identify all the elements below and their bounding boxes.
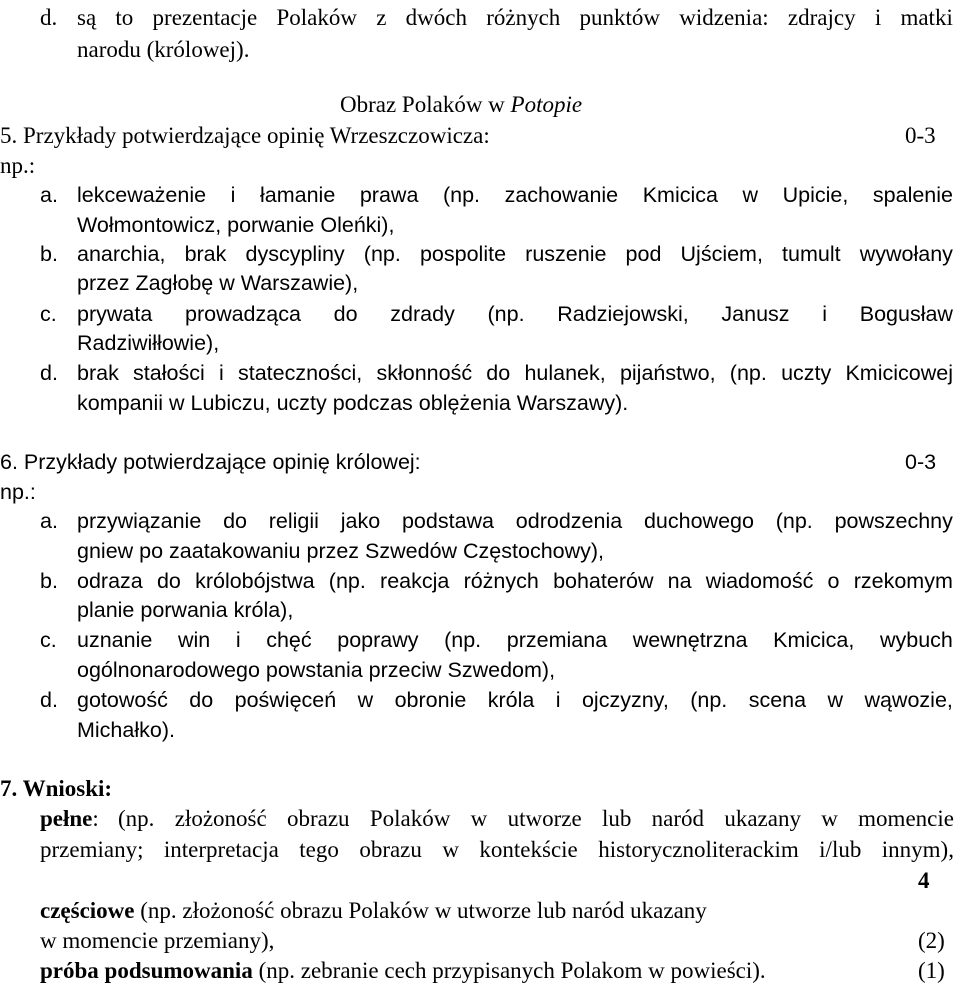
partial-line-1 (40, 896, 707, 925)
word: Bogusław (859, 302, 953, 326)
word: do (333, 302, 358, 326)
word: duchowego (643, 509, 754, 533)
word: stałości (133, 361, 205, 385)
word: matki (900, 5, 953, 30)
word: uznanie (77, 628, 153, 652)
word: Kmicica (642, 183, 718, 207)
word: (np. (775, 509, 813, 533)
word: dyscypliny (245, 242, 345, 266)
word: przywiązanie (77, 509, 202, 533)
word: zdrajcy (787, 5, 856, 30)
justified-line (77, 686, 953, 715)
word: Upicie, (782, 183, 849, 207)
word: różnych (486, 5, 561, 30)
text-line: kompanii w Lubiczu, uczty podczas oblężenia Warszawy). (77, 391, 629, 415)
word: lub (601, 806, 632, 831)
word: do (189, 688, 214, 712)
word: reakcja (380, 569, 450, 593)
word: prowadząca (185, 302, 301, 326)
word: prezentacje (152, 5, 258, 30)
word: Janusz (721, 302, 790, 326)
section-6-score: 0-3 (905, 450, 937, 474)
partial-text: (np. złożoność obrazu Polaków w utworze lub naród ukazany (134, 898, 707, 923)
item-marker: b. (40, 569, 58, 593)
partial-score: (2) (918, 928, 945, 953)
attempt-score: (1) (918, 958, 945, 983)
word: i (218, 361, 224, 385)
word: lekceważenie (77, 183, 207, 207)
word: w (470, 806, 488, 831)
word: uczty (781, 361, 832, 385)
word: obrazu (359, 837, 422, 862)
justified-line (77, 240, 953, 269)
full-label: pełne (40, 806, 93, 831)
item-marker: b. (40, 242, 58, 266)
justified-line (40, 835, 954, 864)
word: przemiany; (40, 837, 144, 862)
word: brak (184, 242, 227, 266)
word: i (235, 628, 241, 652)
section-title-italic: Potopie (510, 92, 583, 117)
word: Ujściem, (680, 242, 763, 266)
word: momencie (858, 806, 954, 831)
word: (np. (363, 242, 401, 266)
word: o (827, 569, 840, 593)
section-title-prefix: Obraz Polaków w (340, 92, 511, 117)
word: prywata (77, 302, 153, 326)
attempt-text: (np. zebranie cech przypisanych Polakom w powieści). (252, 958, 766, 983)
word: Polaków (369, 806, 451, 831)
item-marker: c. (40, 302, 57, 326)
word: rzekomym (853, 569, 953, 593)
word: skłonność (376, 361, 473, 385)
word: Polaków (276, 5, 357, 30)
word: do (486, 361, 511, 385)
word: stateczności, (237, 361, 363, 385)
section-5-heading: 5. Przykłady potwierdzające opinię Wrzeszczowicza: (0, 123, 490, 148)
text-line: Radziwiłłowie), (77, 331, 220, 355)
word: hulanek, (524, 361, 606, 385)
word: religii (268, 509, 319, 533)
word: są (77, 5, 97, 30)
section-5-np: np.: (0, 153, 36, 178)
word: złożoność (174, 806, 267, 831)
word: do (223, 509, 247, 533)
word: różnych (463, 569, 539, 593)
section-7-heading: 7. Wnioski: (0, 776, 113, 801)
word: prawa (359, 183, 419, 207)
text-line: przez Zagłobę w Warszawie), (77, 271, 359, 295)
word: punktów (579, 5, 661, 30)
word: łamanie (259, 183, 336, 207)
full-colon: : (92, 806, 99, 831)
word: wiadomość (705, 569, 814, 593)
word: interpretacja (163, 837, 279, 862)
word: odrodzenia (515, 509, 623, 533)
text-line: narodu (królowej). (77, 37, 250, 62)
justified-line (77, 359, 953, 388)
word: kontekście (479, 837, 578, 862)
word: z (376, 5, 387, 30)
word: ukazany (724, 806, 801, 831)
word: (np. (442, 183, 481, 207)
word: (np. (729, 361, 767, 385)
word: naród (651, 806, 705, 831)
item-marker: d. (40, 361, 58, 385)
word: obrazu (286, 806, 350, 831)
word: i/lub (819, 837, 862, 862)
word: i (874, 5, 882, 30)
word: Radziejowski, (557, 302, 689, 326)
text-line: ogólnonarodowego powstania przeciw Szwedom), (77, 658, 556, 682)
word: historycznoliterackim (598, 837, 799, 862)
word: króla (487, 688, 535, 712)
full-label-wrap (40, 804, 99, 833)
word: w (742, 183, 759, 207)
word: (np. (328, 569, 366, 593)
justified-line (77, 3, 953, 32)
word: podstawa (401, 509, 495, 533)
word: win (177, 628, 211, 652)
word: (np. (444, 628, 482, 652)
word: w (821, 806, 838, 831)
word: wywołany (859, 242, 953, 266)
text-line: Wołmontowicz, porwanie Oleńki), (77, 213, 395, 237)
word: (np. (487, 302, 525, 326)
word: i (822, 302, 828, 326)
word: utworze (507, 806, 582, 831)
item-marker: a. (40, 183, 58, 207)
word: spalenie (872, 183, 953, 207)
word: anarchia, (77, 242, 166, 266)
section-6-np: np.: (0, 480, 36, 504)
word: wewnętrzna (632, 628, 748, 652)
word: ojczyzny, (581, 688, 669, 712)
word: bohaterów (553, 569, 654, 593)
attempt-line (40, 956, 766, 985)
justified-line (77, 181, 953, 210)
partial-label: częściowe (40, 898, 135, 923)
justified-line (77, 567, 953, 596)
word: i (555, 688, 561, 712)
word: tumult (782, 242, 841, 266)
word: obronie (394, 688, 467, 712)
word: brak (77, 361, 119, 385)
word: królobójstwa (195, 569, 315, 593)
word: wąwozie, (864, 688, 953, 712)
item-marker: a. (40, 509, 58, 533)
word: widzenia: (679, 5, 769, 30)
text-line: planie porwania króla), (77, 598, 294, 622)
word: tego (299, 837, 339, 862)
word: zachowanie (504, 183, 619, 207)
word: jako (340, 509, 381, 533)
text-line: gniew po zaatakowaniu przez Szwedów Częstochowy), (77, 539, 605, 563)
item-marker: d. (40, 5, 58, 30)
word: innym), (881, 837, 954, 862)
word: dwóch (405, 5, 467, 30)
word: powszechny (834, 509, 953, 533)
word: to (115, 5, 134, 30)
word: w (827, 688, 844, 712)
word: odraza (77, 569, 143, 593)
item-marker: c. (40, 628, 57, 652)
word: na (667, 569, 692, 593)
word: i (230, 183, 236, 207)
attempt-label: próba podsumowania (40, 958, 253, 983)
word: Kmicicowej (845, 361, 953, 385)
word: do (156, 569, 181, 593)
justified-line (77, 507, 953, 536)
section-5-score: 0-3 (905, 123, 936, 148)
word: pod (625, 242, 662, 266)
full-score: 4 (918, 868, 930, 893)
word: ruszenie (525, 242, 607, 266)
word: pijaństwo, (619, 361, 716, 385)
text-line: Michałko). (77, 718, 175, 742)
word: scena (748, 688, 807, 712)
word: Kmicica, (773, 628, 855, 652)
justified-line (77, 300, 953, 329)
word: w (442, 837, 459, 862)
word: poprawy (337, 628, 419, 652)
word: przemiana (506, 628, 608, 652)
section-title (340, 90, 582, 119)
word: (np. (690, 688, 728, 712)
justified-line (77, 626, 953, 655)
word: poświęceń (234, 688, 337, 712)
word: zdrady (390, 302, 455, 326)
item-marker: d. (40, 688, 58, 712)
section-6-heading: 6. Przykłady potwierdzające opinię królowej: (0, 450, 421, 474)
word: pospolite (419, 242, 507, 266)
justified-line (118, 804, 954, 833)
word: wybuch (879, 628, 953, 652)
word: gotowość (77, 688, 168, 712)
partial-line-2: w momencie przemiany), (40, 928, 275, 953)
word: chęć (266, 628, 312, 652)
word: w (357, 688, 374, 712)
word: (np. (118, 806, 155, 831)
